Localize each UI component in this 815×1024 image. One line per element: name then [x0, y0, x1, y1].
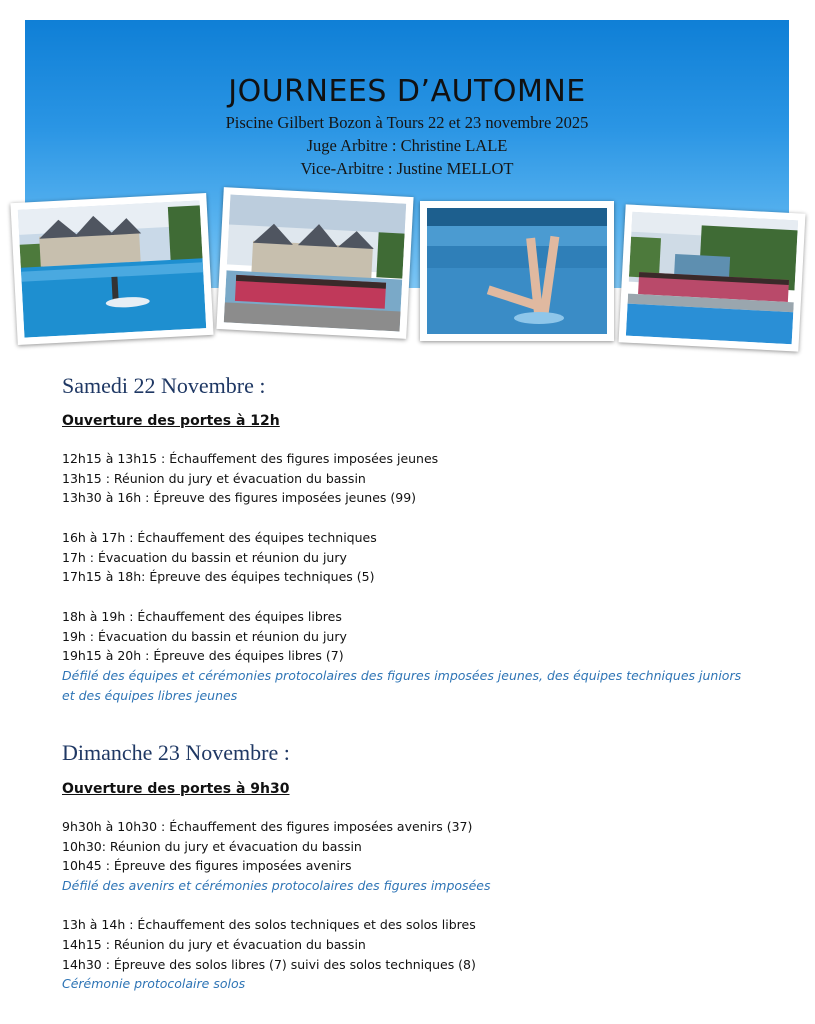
- schedule-line: 17h : Évacuation du bassin et réunion du jury: [62, 550, 347, 565]
- schedule-line: 13h à 14h : Échauffement des solos techniques et des solos libres: [62, 917, 476, 932]
- ceremony-note: Cérémonie protocolaire solos: [62, 976, 246, 991]
- saturday-title: Samedi 22 Novembre :: [62, 373, 266, 398]
- schedule-line: 9h30h à 10h30 : Échauffement des figures imposées avenirs (37): [62, 819, 473, 834]
- vice-referee: Vice-Arbitre : Justine MELLOT: [300, 159, 514, 178]
- schedule-line: 10h30: Réunion du jury et évacuation du bassin: [62, 839, 362, 854]
- schedule-line: 13h30 à 16h : Épreuve des figures imposées jeunes (99): [62, 490, 417, 505]
- schedule-line: 16h à 17h : Échauffement des équipes techniques: [62, 530, 377, 545]
- photo-pool-chateau: [10, 193, 213, 345]
- schedule-line: 14h30 : Épreuve des solos libres (7) suivi des solos techniques (8): [62, 957, 476, 972]
- saturday-doors-opening: Ouverture des portes à 12h: [62, 413, 280, 429]
- referee: Juge Arbitre : Christine LALE: [306, 136, 508, 155]
- ceremony-note: et des équipes libres jeunes: [62, 688, 238, 703]
- group-poolside-image: [224, 194, 406, 331]
- sunday-doors-opening: Ouverture des portes à 9h30: [62, 781, 290, 797]
- photo-group-poolside: [216, 187, 413, 339]
- team-lineup-image: [626, 212, 798, 345]
- schedule-line: 19h15 à 20h : Épreuve des équipes libres (7): [62, 648, 344, 663]
- schedule-line: 13h15 : Réunion du jury et évacuation du bassin: [62, 471, 366, 486]
- schedule-line: 19h : Évacuation du bassin et réunion du jury: [62, 629, 347, 644]
- sunday-title: Dimanche 23 Novembre :: [62, 740, 290, 765]
- photo-team-lineup: [619, 204, 806, 351]
- schedule-line: 17h15 à 18h: Épreuve des équipes techniques (5): [62, 569, 375, 584]
- schedule-line: 12h15 à 13h15 : Échauffement des figures imposées jeunes: [62, 451, 439, 466]
- ceremony-note: Défilé des avenirs et cérémonies protocolaires des figures imposées: [62, 878, 491, 893]
- photo-synchro-legs: [420, 201, 614, 341]
- pool-chateau-image: [18, 200, 206, 337]
- synchro-legs-image: [427, 208, 607, 334]
- schedule-line: 10h45 : Épreuve des figures imposées avenirs: [62, 858, 352, 873]
- ceremony-note: Défilé des équipes et cérémonies protocolaires des figures imposées jeunes, des équipes techniques juniors: [62, 668, 742, 683]
- page-title: JOURNEES D’AUTOMNE: [228, 74, 586, 109]
- schedule-line: 14h15 : Réunion du jury et évacuation du bassin: [62, 937, 366, 952]
- schedule-line: 18h à 19h : Échauffement des équipes libres: [62, 609, 342, 624]
- venue-date: Piscine Gilbert Bozon à Tours 22 et 23 novembre 2025: [225, 113, 589, 132]
